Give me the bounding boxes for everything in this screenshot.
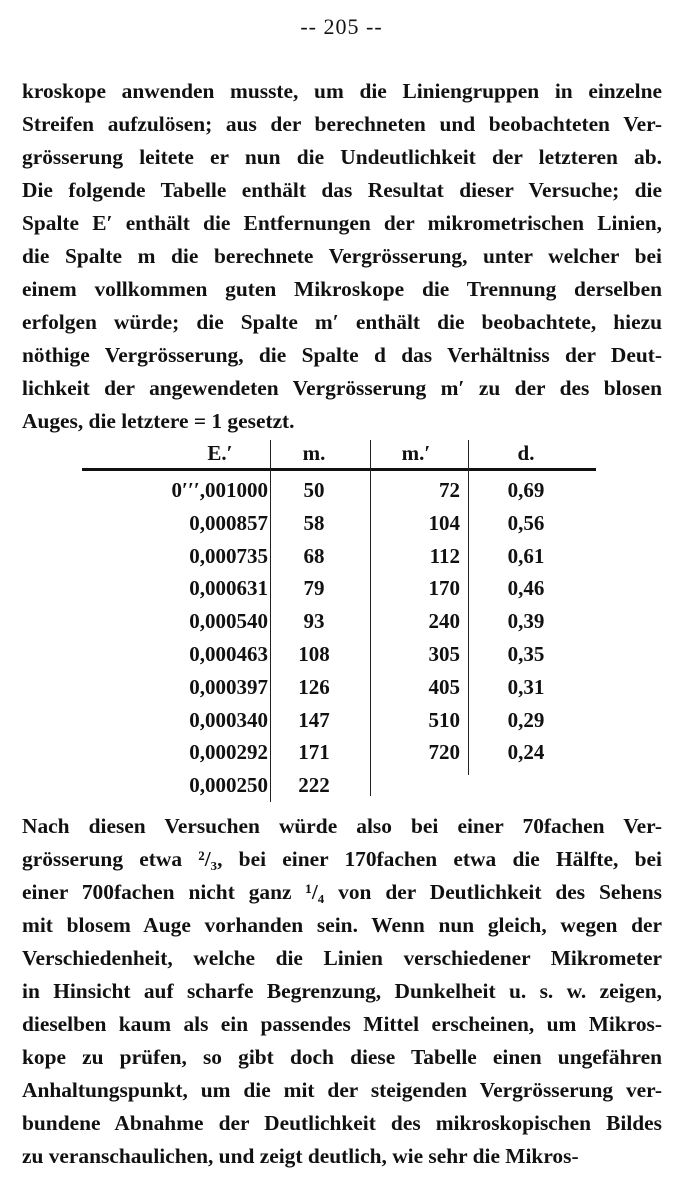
text-line: Spalte E′ enthält die Entfernungen der mikrometrischen Linien, bbox=[22, 211, 662, 235]
text-line: Streifen aufzulösen; aus der berechneten und beobachteten Ver- bbox=[22, 112, 662, 136]
text-line: zu veranschaulichen, und zeigt deutlich, wie sehr die Mikros- bbox=[22, 1144, 579, 1168]
cell-m-prime: 104 bbox=[428, 510, 460, 535]
cell-m-prime: 170 bbox=[428, 576, 460, 601]
text-line: grösserung leitete er nun die Undeutlichkeit der letzteren ab. bbox=[22, 145, 662, 169]
cell-m: 79 bbox=[303, 576, 325, 601]
cell-d: 0,39 bbox=[507, 609, 545, 634]
header-d: d. bbox=[517, 441, 535, 465]
column-divider bbox=[370, 440, 371, 796]
column-divider bbox=[270, 440, 271, 802]
cell-m: 171 bbox=[298, 740, 330, 765]
text-line: grösserung etwa ²/₃, bei einer 170fachen etwa die Hälfte, bei bbox=[22, 847, 662, 871]
text-line: einer 700fachen nicht ganz ¹/₄ von der Deutlichkeit des Sehens bbox=[22, 880, 662, 904]
cell-m: 58 bbox=[303, 510, 325, 535]
header-m: m. bbox=[302, 441, 326, 465]
cell-e: 0,000250 bbox=[189, 773, 268, 798]
cell-m: 126 bbox=[298, 674, 330, 699]
header-m-prime: m.′ bbox=[401, 441, 431, 465]
text-line: bundene Abnahme der Deutlichkeit des mikroskopischen Bildes bbox=[22, 1111, 662, 1135]
cell-d: 0,35 bbox=[507, 642, 545, 666]
cell-d: 0,61 bbox=[507, 543, 545, 568]
cell-d: 0,29 bbox=[507, 707, 545, 732]
cell-e: 0,000540 bbox=[189, 609, 268, 634]
cell-d: 0,69 bbox=[507, 478, 545, 502]
cell-d: 0,46 bbox=[507, 576, 545, 601]
text-line: die Spalte m die berechnete Vergrösserung, unter welcher bei bbox=[22, 244, 662, 268]
cell-m-prime: 112 bbox=[429, 543, 460, 568]
cell-m: 147 bbox=[298, 707, 330, 732]
cell-d: 0,31 bbox=[507, 674, 545, 699]
text-line: kroskope anwenden musste, um die Liniengruppen in einzelne bbox=[22, 79, 662, 103]
cell-m-prime: 240 bbox=[428, 609, 460, 634]
column-divider bbox=[468, 440, 469, 775]
cell-m: 222 bbox=[298, 773, 330, 798]
cell-d: 0,24 bbox=[507, 740, 545, 765]
table-header-rule bbox=[82, 468, 596, 471]
text-line: kope zu prüfen, so gibt doch diese Tabelle einen ungefähren bbox=[22, 1045, 662, 1069]
cell-m-prime: 405 bbox=[428, 674, 460, 699]
cell-d: 0,56 bbox=[507, 510, 545, 535]
cell-e: 0,000340 bbox=[189, 707, 268, 732]
cell-m-prime: 720 bbox=[428, 740, 460, 765]
page-number: -- 205 -- bbox=[300, 14, 383, 39]
cell-e: 0,000397 bbox=[189, 674, 268, 699]
cell-m: 93 bbox=[303, 609, 325, 634]
header-e: E.′ bbox=[207, 441, 233, 465]
cell-e: 0,000463 bbox=[189, 642, 268, 666]
cell-m-prime: 305 bbox=[428, 642, 460, 666]
text-line: Anhaltungspunkt, um die mit der steigenden Vergrösserung ver- bbox=[22, 1078, 662, 1102]
cell-m: 50 bbox=[303, 478, 325, 502]
text-line: Auges, die letztere = 1 gesetzt. bbox=[22, 409, 295, 433]
cell-e: 0,000735 bbox=[189, 543, 268, 568]
paragraph-conclusion bbox=[22, 810, 662, 1173]
text-line: Verschiedenheit, welche die Linien verschiedener Mikrometer bbox=[22, 946, 662, 970]
text-line: in Hinsicht auf scharfe Begrenzung, Dunkelheit u. s. w. zeigen, bbox=[22, 979, 662, 1003]
text-line: Nach diesen Versuchen würde also bei einer 70fachen Ver- bbox=[22, 814, 662, 838]
text-line: dieselben kaum als ein passendes Mittel erscheinen, um Mikros- bbox=[22, 1012, 662, 1036]
cell-m-prime: 72 bbox=[439, 478, 460, 502]
cell-e: 0,000857 bbox=[189, 510, 268, 535]
text-line: einem vollkommen guten Mikroskope die Trennung derselben bbox=[22, 277, 662, 301]
text-line: nöthige Vergrösserung, die Spalte d das Verhältniss der Deut- bbox=[22, 343, 662, 367]
text-line: Die folgende Tabelle enthält das Resultat dieser Versuche; die bbox=[22, 178, 662, 202]
cell-m-prime: 510 bbox=[428, 707, 460, 732]
cell-e: 0,000631 bbox=[189, 576, 268, 601]
cell-m: 108 bbox=[298, 642, 330, 666]
text-line: lichkeit der angewendeten Vergrösserung m′ zu der des blosen bbox=[22, 376, 662, 400]
paragraph-intro bbox=[22, 75, 662, 438]
cell-e: 0′′′,001000 bbox=[171, 478, 268, 502]
cell-m: 68 bbox=[303, 543, 325, 568]
cell-e: 0,000292 bbox=[189, 740, 268, 765]
text-line: mit blosem Auge vorhanden sein. Wenn nun gleich, wegen der bbox=[22, 913, 662, 937]
text-line: erfolgen würde; die Spalte m′ enthält die beobachtete, hiezu bbox=[22, 310, 662, 334]
